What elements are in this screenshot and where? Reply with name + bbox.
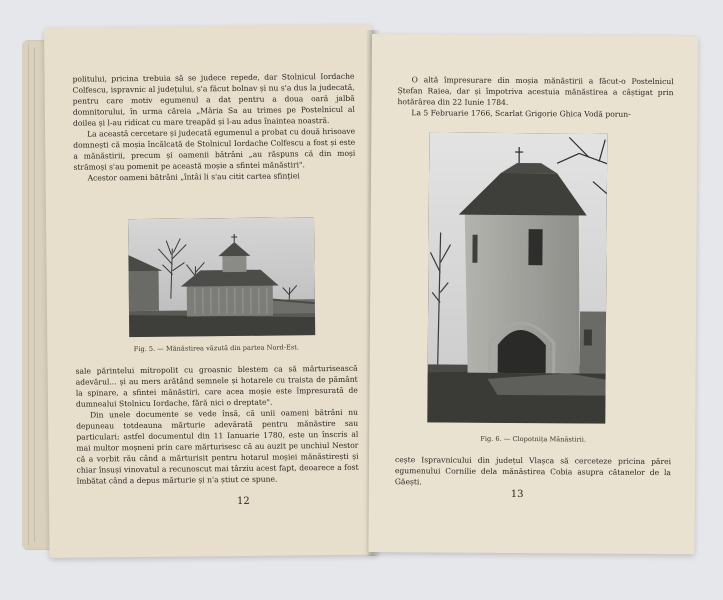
right-page-number: 13 xyxy=(510,488,524,501)
right-paragraph-3: cește Ispravnicului din județul Vlașca să cerceteze pricina părei egumenului Cornilie dela mănăstirea Cobia asupra cătanelor de la Găești. xyxy=(394,455,672,487)
fig5-illustration xyxy=(128,217,315,337)
left-page xyxy=(44,25,378,558)
left-text-top xyxy=(72,71,355,184)
left-page-number: 12 xyxy=(236,495,250,508)
left-text-bottom xyxy=(76,363,359,487)
right-paragraph-1: O altă împresurare din moșia mănăstirii a făcut-o Postelnicul Ștefan Raiea, dar și împotriva acestuia mănăstirea a câștigat prin hotărârea din 22 Iunie 1784. xyxy=(397,75,674,107)
right-text-bottom xyxy=(395,454,671,489)
fig6-caption: Fig. 6. — Clopotnița Mănăstirii. xyxy=(480,434,587,444)
fig6-illustration xyxy=(427,132,607,423)
fig5-monastery-photo xyxy=(128,217,315,337)
left-paragraph-5: Din unele documente se vede însă, că unii oameni bătrâni nu depuneau totdeauna mărturie adevărată pentru mănăstire sau particulari; astfel documentul din 11 Ianuarie 1780, este un înscris al mai multor moșneni prin care mărturisesc că au auzit pe unchiul Nestor că a vorbit rău când a mărturisit pentru hotarul moșiei mănăstirești și chiar însuși vinovatul a recunoscut mai târziu acest fapt, deoarece a fost îmbătat când a depus mărturie și n'a știut ce spune. xyxy=(76,407,359,486)
left-paragraph-3: Acestor oameni bătrâni „întâi li s'au citit cartea sfinției xyxy=(87,171,300,183)
right-paragraph-2: La 5 Februarie 1766, Scarlat Grigorie Ghica Vodă porun- xyxy=(411,108,631,119)
fig5-caption: Fig. 5. — Mănăstirea văzută din partea Nord-Est. xyxy=(133,343,299,354)
fig6-bell-tower-photo xyxy=(427,132,607,423)
left-paragraph-4: sale părintelui mitropolit cu groasnic blestem ca să mărturisească adevărul... și au mers arătând semnele și hotarele cu traista de pământ la spinare, a sfintei mănăstiri, care acea moșie este împresurată de dumnealui Stolnicu Iordache, fără nici o dreptate". xyxy=(75,363,358,409)
right-page xyxy=(368,34,698,554)
left-paragraph-1: politului, pricina trebuia să se judece repede, dar Stolnicul Iordache Colfescu, ispravnic al județului, s'a făcut bolnav și nu s'a dus la judecată, pentru care motiv egumenul a dat pentru a doua oară jalbă domnitorului, în urma căreia „Măria Sa au trimes pe Postelnicul al doilea și l-au ridicat cu mare treapăd și l-au adus înaintea noastră. xyxy=(72,71,355,128)
right-text-top xyxy=(397,74,673,120)
left-paragraph-2: La această cercetare și judecată egumenul a probat cu două hrisoave domnești că moșia încălcată de Stolnicul Iordache Colfescu a fost și este a mănăstirii, precum și oamenii bătrâni „au răspuns că din moși strămoși s'au pomenit pe această moșie a sfintei mănăstiri". xyxy=(73,126,356,172)
